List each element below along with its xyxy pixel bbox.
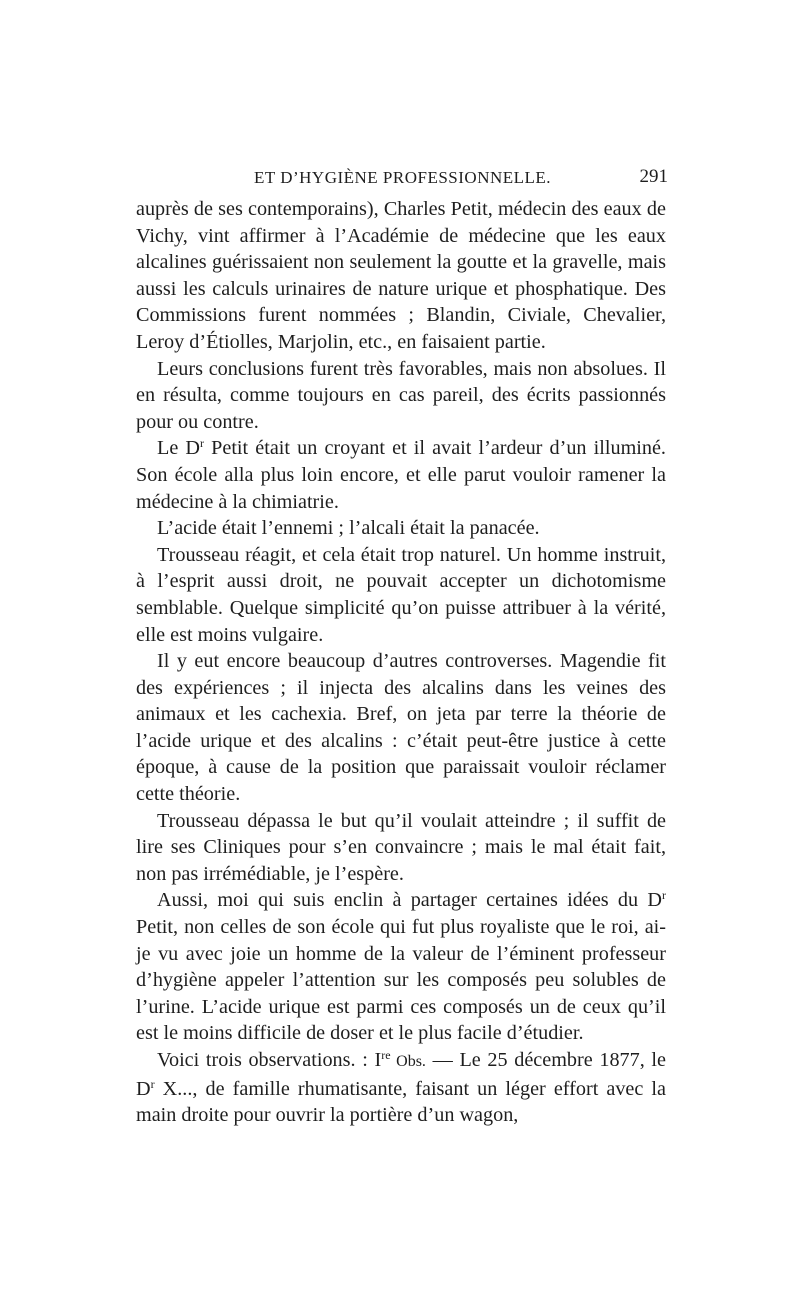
book-page	[136, 166, 666, 1129]
paragraph-8-text-b: Petit, non celles de son école qui fut plus royaliste que le roi, ai-je vu avec joie un homme de la valeur de l’éminent professeur d’hygiène appeler l’attention sur les composés peu solubles de l’urine. L’acide urique est parmi ces composés un de ceux qu’il est le moins difficile de doser et le plus facile d’étudier.	[136, 916, 666, 1045]
body-text	[136, 196, 666, 1129]
paragraph-3-text-b: Petit était un croyant et il avait l’ardeur d’un illuminé. Son école alla plus loin encore, et elle parut vouloir ramener la médecine à la chimiatrie.	[136, 437, 666, 513]
paragraph-5: Trousseau réagit, et cela était trop naturel. Un homme instruit, à l’esprit aussi droit, ne pouvait accepter un dichotomisme semblable. Quelque simplicité qu’on puisse attribuer à la vérité, elle est moins vulgaire.	[136, 543, 666, 646]
doctor-abbrev-sup: r	[150, 1076, 155, 1091]
paragraph-4: L’acide était l’ennemi ; l’alcali était la panacée.	[157, 517, 540, 540]
paragraph-3-text-a: Le D	[157, 437, 200, 460]
paragraph-8	[136, 887, 666, 1047]
paragraph-9	[136, 1047, 666, 1129]
paragraph-9-text-b: — Le 25 décembre 1877, le D	[136, 1049, 667, 1100]
paragraph-9-text-c: X..., de famille rhumatisante, faisant un léger effort avec la main droite pour ouvrir la portière d’un wagon,	[136, 1077, 666, 1127]
paragraph-1: auprès de ses contemporains), Charles Petit, médecin des eaux de Vichy, vint affirmer à l’Académie de médecine que les eaux alcalines guérissaient non seulement la goutte et la gravelle, mais aussi les calculs urinaires de nature urique et phosphatique. Des Commissions furent nommées ; Blandin, Civiale, Chevalier, Leroy d’Étiolles, Marjolin, etc., en faisaient partie.	[136, 198, 666, 353]
paragraph-8-text-a: Aussi, moi qui suis enclin à partager certaines idées du D	[157, 889, 662, 912]
paragraph-9-text-a: Voici trois observations. : I	[157, 1049, 382, 1071]
observation-label: Obs.	[390, 1053, 426, 1070]
page-number: 291	[639, 166, 668, 187]
doctor-abbrev-sup: r	[200, 436, 204, 451]
doctor-abbrev-sup: r	[662, 888, 666, 903]
running-header	[136, 166, 666, 196]
paragraph-2: Leurs conclusions furent très favorables, mais non absolues. Il en résulta, comme toujours en cas pareil, des écrits passionnés pour ou contre.	[136, 357, 666, 433]
paragraph-7: Trousseau dépassa le but qu’il voulait atteindre ; il suffit de lire ses Cliniques pour s’en convaincre ; mais le mal était fait, non pas irrémédiable, je l’espère.	[136, 809, 666, 885]
running-title: ET D’HYGIÈNE PROFESSIONNELLE.	[254, 168, 552, 187]
ordinal-sup: re	[381, 1048, 391, 1062]
paragraph-3	[136, 435, 666, 515]
paragraph-6: Il y eut encore beaucoup d’autres controverses. Magendie fit des expériences ; il injecta des alcalins dans les veines des animaux et les cachexia. Bref, on jeta par terre la théorie de l’acide urique et des alcalins : c’était peut-être justice à cette époque, à cause de la position que paraissait vouloir réclamer cette théorie.	[136, 650, 666, 806]
